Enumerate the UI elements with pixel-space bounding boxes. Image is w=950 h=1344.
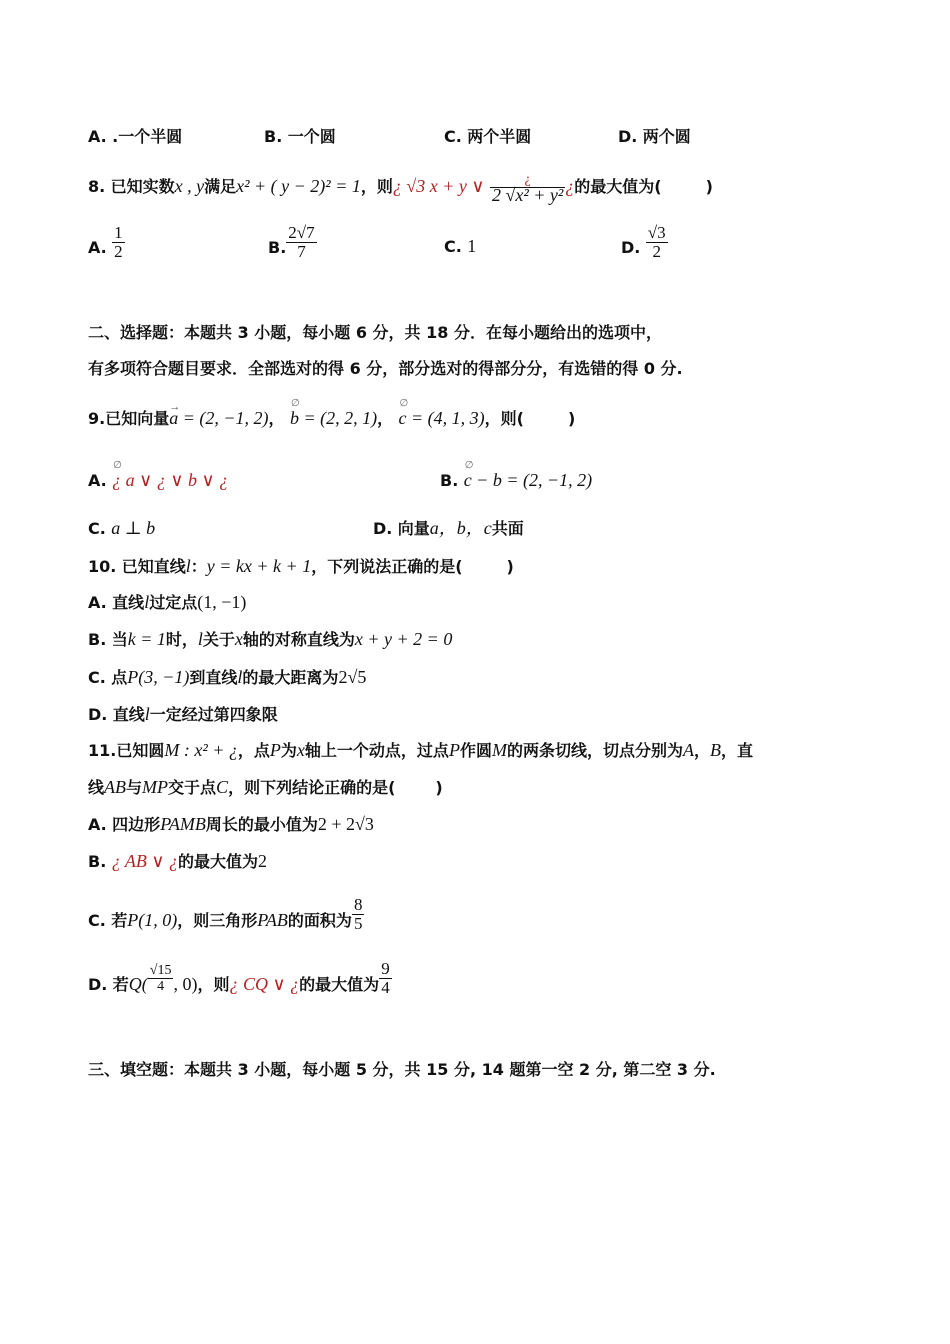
q10-option-d: D. 直线l一定经过第四象限 [88, 704, 278, 724]
q7-option-b: B. 一个圆 [264, 127, 336, 146]
q9-option-d: D. 向量a，b，c共面 [373, 518, 524, 538]
q8-option-c: C. 1 [444, 236, 477, 256]
q11-option-d: D. 若Q( $\frac{√15}{4}$ , 0)，则¿ CQ ∨ ¿的最大值为 $\frac{9}{4}$ [88, 959, 390, 997]
q8-option-d: D. $\frac{√3}{2}$ [621, 223, 666, 261]
section2-header-line1: 二、选择题：本题共 3 小题，每小题 6 分，共 18 分．在每小题给出的选项中， [88, 323, 662, 342]
q11-stem-line2: 线AB与MP交于点C，则下列结论正确的是( ) [88, 777, 443, 797]
q8-option-a: A. $\frac{1}{2}$ [88, 223, 123, 261]
q9-stem: 9.已知向量→ a = (2, −1, 2)， ∅ b = (2, 2, 1)， ∅ c = (4, 1, 3)，则( ) [88, 408, 575, 429]
section2-header-line2: 有多项符合题目要求．全部选对的得 6 分，部分选对的得部分分，有选错的得 0 分. [88, 359, 683, 378]
q11-option-c: C. 若P(1, 0)，则三角形PAB的面积为 $\frac{8}{5}$ [88, 895, 363, 933]
q9-option-a: A. ∅ ¿ a ∨ ¿ ∨ b ∨ ¿ [88, 470, 228, 491]
q7-option-d: D. 两个圆 [618, 127, 691, 146]
q9-option-b: B. ∅ c − b = (2, −1, 2) [440, 470, 592, 491]
q7-option-c: C. 两个半圆 [444, 127, 532, 146]
q9-option-c: C. a ⊥ b [88, 518, 156, 538]
q10-stem: 10. 已知直线l：y = kx + k + 1，下列说法正确的是( ) [88, 556, 514, 576]
section3-header: 三、填空题：本题共 3 小题，每小题 5 分，共 15 分, 14 题第一空 2 分, 第二空 3 分. [88, 1060, 716, 1079]
q8-stem: 8. 已知实数x , y满足x² + ( y − 2)² = 1，则¿ √3 x + y ∨ $\frac{¿}{\text{2 √x² + y²}}$ ¿的最大值为( ) [88, 172, 713, 205]
q10-option-a: A. 直线l过定点(1, −1) [88, 592, 247, 612]
q8-fraction: $\frac{¿}{\text{2 √x² + y²}}$ [491, 172, 564, 205]
q7-option-a: A. .一个半圆 [88, 127, 183, 146]
q11-option-b: B. ¿ AB ∨ ¿的最大值为2 [88, 851, 268, 871]
q11-stem-line1: 11.已知圆M : x² + ¿，点P为x轴上一个动点，过点P作圆M的两条切线，切点分别为A，B，直 [88, 740, 753, 760]
q10-option-b: B. 当k = 1时，l关于x轴的对称直线为x + y + 2 = 0 [88, 629, 453, 649]
q8-option-b: B. $\frac{2√7}{7}$ [268, 223, 315, 261]
q10-option-c: C. 点P(3, −1)到直线l的最大距离为2√5 [88, 667, 367, 687]
q11-option-a: A. 四边形PAMB周长的最小值为2 + 2√3 [88, 814, 374, 834]
